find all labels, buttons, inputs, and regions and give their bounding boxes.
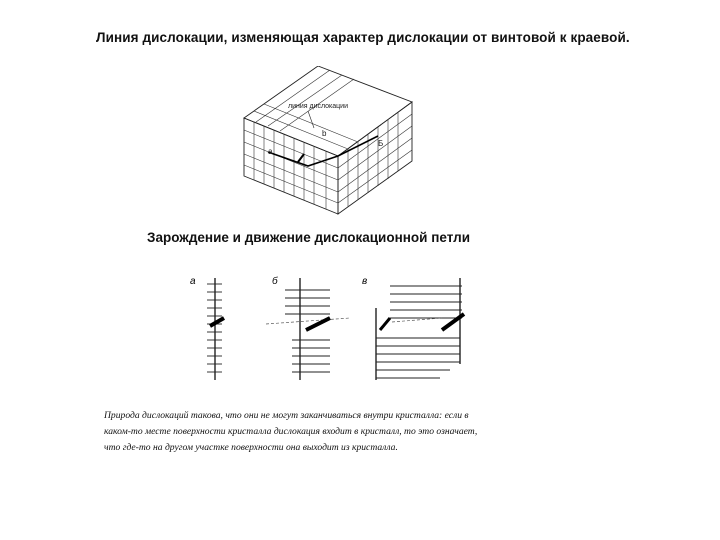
caption-text xyxy=(104,408,604,456)
dislocation-loop-figure xyxy=(180,268,480,386)
caption-line-2: каком-то месте поверхности кристалла дислокация входит в кристалл, то это означает, xyxy=(104,426,478,437)
slide-title: Линия дислокации, изменяющая характер дислокации от винтовой к краевой. xyxy=(96,30,630,45)
label-dislocation-line: линия дислокации xyxy=(288,103,348,110)
panel-a-label: а xyxy=(190,276,196,287)
crystal-block-figure xyxy=(238,66,418,216)
caption-line-3: что где-то на другом участке поверхности она выходит из кристалла. xyxy=(104,442,398,453)
label-a: а xyxy=(268,147,273,156)
panel-c-label: в xyxy=(362,276,368,287)
panel-b-label: б xyxy=(272,276,278,287)
label-b: b xyxy=(322,129,327,138)
label-c: Б xyxy=(378,139,384,148)
caption-line-1: Природа дислокаций такова, что они не могут заканчиваться внутри кристалла: если в xyxy=(104,410,469,421)
section-subtitle: Зарождение и движение дислокационной петли xyxy=(147,230,470,245)
